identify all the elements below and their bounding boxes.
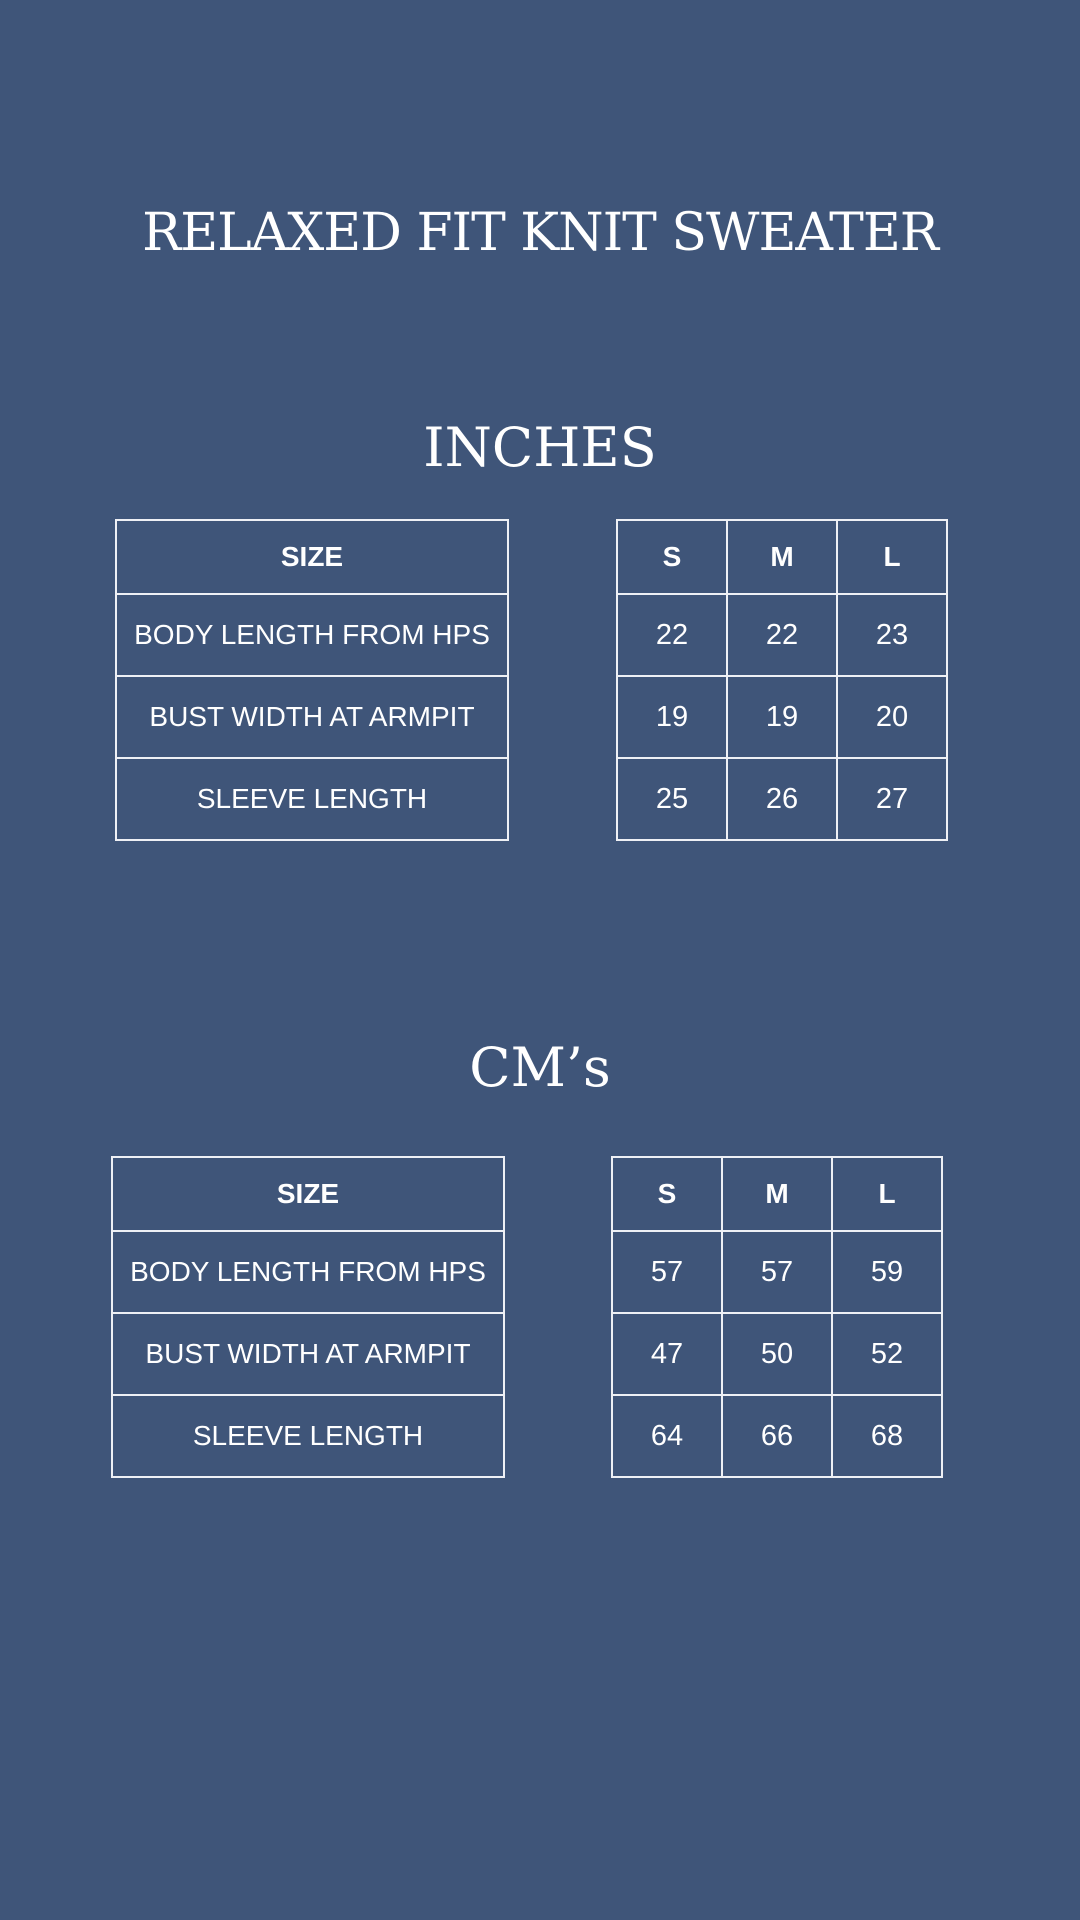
cms-heading: CM’s	[469, 1036, 611, 1099]
value-cell: 57	[612, 1231, 722, 1313]
value-cell: 20	[837, 676, 947, 758]
table-row	[612, 1395, 942, 1477]
size-column-header: S	[617, 520, 727, 594]
value-cell: 52	[832, 1313, 942, 1395]
measurement-label: BODY LENGTH FROM HPS	[112, 1231, 504, 1313]
size-column-header: L	[832, 1157, 942, 1231]
table-row	[612, 1231, 942, 1313]
size-column-header: L	[837, 520, 947, 594]
size-column-header: M	[722, 1157, 832, 1231]
value-cell: 57	[722, 1231, 832, 1313]
value-cell: 23	[837, 594, 947, 676]
measurement-label: BUST WIDTH AT ARMPIT	[112, 1313, 504, 1395]
value-cell: 22	[617, 594, 727, 676]
value-cell: 25	[617, 758, 727, 840]
inches-size-values-table	[616, 519, 948, 841]
value-cell: 66	[722, 1395, 832, 1477]
table-row	[617, 594, 947, 676]
value-cell: 27	[837, 758, 947, 840]
table-row	[617, 676, 947, 758]
size-header-cell: SIZE	[116, 520, 508, 594]
measurement-label: BUST WIDTH AT ARMPIT	[116, 676, 508, 758]
table-row	[617, 758, 947, 840]
measurement-label: SLEEVE LENGTH	[112, 1395, 504, 1477]
cms-measurement-labels-table	[111, 1156, 505, 1478]
value-cell: 59	[832, 1231, 942, 1313]
value-cell: 68	[832, 1395, 942, 1477]
value-cell: 26	[727, 758, 837, 840]
inches-heading: INCHES	[423, 416, 657, 479]
value-cell: 47	[612, 1313, 722, 1395]
size-column-header: M	[727, 520, 837, 594]
value-cell: 19	[617, 676, 727, 758]
measurement-label: BODY LENGTH FROM HPS	[116, 594, 508, 676]
table-row	[612, 1313, 942, 1395]
cms-size-values-table	[611, 1156, 943, 1478]
size-header-cell: SIZE	[112, 1157, 504, 1231]
value-cell: 19	[727, 676, 837, 758]
value-cell: 64	[612, 1395, 722, 1477]
page-title: RELAXED FIT KNIT SWEATER	[142, 203, 938, 263]
value-cell: 22	[727, 594, 837, 676]
value-cell: 50	[722, 1313, 832, 1395]
size-column-header: S	[612, 1157, 722, 1231]
measurement-label: SLEEVE LENGTH	[116, 758, 508, 840]
inches-measurement-labels-table	[115, 519, 509, 841]
